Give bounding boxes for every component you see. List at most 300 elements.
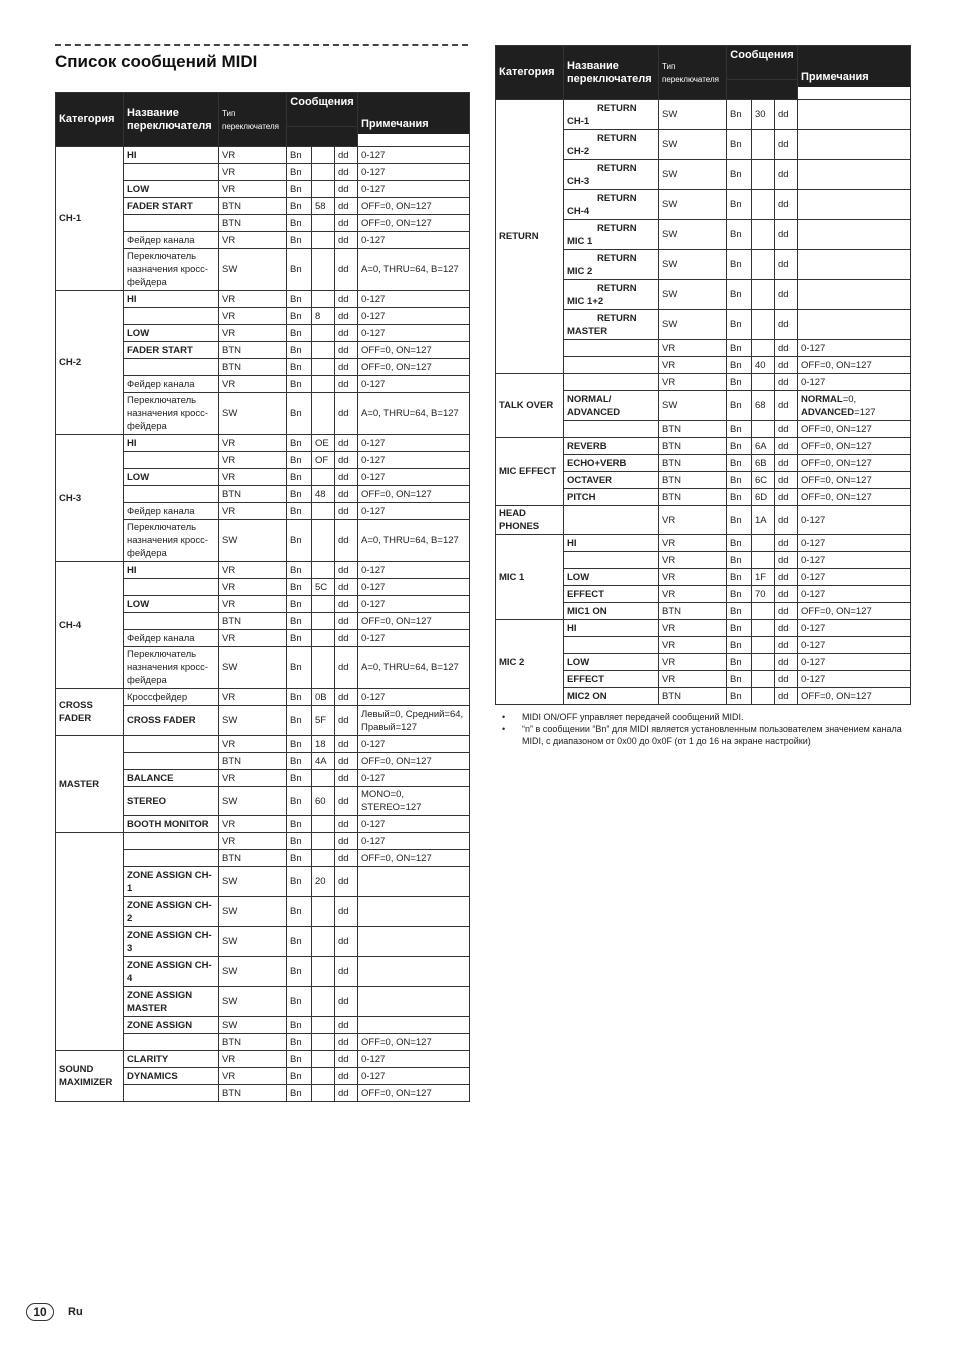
switch-type-cell: BTN <box>219 342 287 359</box>
message-status-cell: Bn <box>287 469 312 486</box>
notes-cell: OFF=0, ON=127 <box>798 421 911 438</box>
message-status-cell: Bn <box>287 520 312 562</box>
switch-type-cell: BTN <box>659 472 727 489</box>
switch-name-cell <box>564 250 659 280</box>
notes-cell <box>798 220 911 250</box>
table-row <box>496 374 911 391</box>
message-value-cell: dd <box>335 579 358 596</box>
notes-cell: 0-127 <box>358 147 470 164</box>
message-status-cell: Bn <box>727 250 752 280</box>
table-row <box>56 147 470 164</box>
notes-cell: 0-127 <box>798 552 911 569</box>
switch-name-cell <box>124 308 219 325</box>
notes-cell: 0-127 <box>358 291 470 308</box>
message-value-cell: dd <box>335 232 358 249</box>
message-number-cell <box>312 215 335 232</box>
message-value-cell: dd <box>335 596 358 613</box>
switch-name-cell: Фейдер канала <box>124 503 219 520</box>
notes-cell <box>358 927 470 957</box>
message-status-cell: Bn <box>727 455 752 472</box>
message-value-cell: dd <box>775 688 798 705</box>
notes-cell: 0-127 <box>798 506 911 535</box>
switch-type-cell: VR <box>219 308 287 325</box>
switch-type-cell: VR <box>659 654 727 671</box>
message-value-cell: dd <box>775 391 798 421</box>
message-number-cell <box>312 562 335 579</box>
switch-name-cell: Переключатель назначения кросс-фейдера <box>124 647 219 689</box>
message-value-cell: dd <box>775 310 798 340</box>
switch-type-cell: VR <box>219 736 287 753</box>
message-number-cell: 0B <box>312 689 335 706</box>
switch-name-cell: Фейдер канала <box>124 232 219 249</box>
message-number-cell <box>752 190 775 220</box>
message-value-cell: dd <box>335 867 358 897</box>
message-status-cell: Bn <box>287 393 312 435</box>
switch-name-cell: ZONE ASSIGN CH-4 <box>124 957 219 987</box>
switch-type-cell: SW <box>659 190 727 220</box>
message-value-cell: dd <box>775 552 798 569</box>
switch-name-cell <box>564 160 659 190</box>
switch-name-cell: HI <box>564 620 659 637</box>
message-number-cell <box>312 291 335 308</box>
message-value-cell: dd <box>335 393 358 435</box>
page-title: Список сообщений MIDI <box>55 52 258 71</box>
header-type: Тип переключателя <box>219 93 287 147</box>
switch-name-line: CH-4 <box>567 205 590 217</box>
switch-name-cell <box>564 100 659 130</box>
message-status-cell: Bn <box>727 130 752 160</box>
switch-type-cell: VR <box>219 1068 287 1085</box>
message-value-cell: dd <box>335 987 358 1017</box>
notes-cell <box>798 130 911 160</box>
switch-type-cell: BTN <box>659 455 727 472</box>
notes-cell: Левый=0, Средний=64, Правый=127 <box>358 706 470 736</box>
category-cell: RETURN <box>496 100 564 374</box>
message-status-cell: Bn <box>287 579 312 596</box>
message-status-cell: Bn <box>287 452 312 469</box>
category-cell: MIC EFFECT <box>496 438 564 506</box>
notes-cell <box>798 190 911 220</box>
message-value-cell: dd <box>335 833 358 850</box>
message-value-cell: dd <box>335 816 358 833</box>
switch-type-cell: VR <box>219 469 287 486</box>
switch-name-cell: HI <box>124 147 219 164</box>
category-cell: MASTER <box>56 736 124 833</box>
notes-cell: 0-127 <box>358 579 470 596</box>
message-value-cell: dd <box>335 753 358 770</box>
message-value-cell: dd <box>335 486 358 503</box>
message-status-cell: Bn <box>287 897 312 927</box>
switch-name-cell: MIC1 ON <box>564 603 659 620</box>
message-number-cell <box>752 671 775 688</box>
message-value-cell: dd <box>775 374 798 391</box>
switch-name-line: RETURN <box>597 282 637 294</box>
switch-name-cell: HI <box>564 535 659 552</box>
notes-cell: A=0, THRU=64, B=127 <box>358 647 470 689</box>
message-status-cell: Bn <box>727 340 752 357</box>
switch-name-cell: CROSS FADER <box>124 706 219 736</box>
switch-name-cell <box>564 310 659 340</box>
message-status-cell: Bn <box>727 671 752 688</box>
message-status-cell: Bn <box>287 1085 312 1102</box>
switch-name-cell: REVERB <box>564 438 659 455</box>
message-status-cell: Bn <box>287 249 312 291</box>
switch-type-cell: SW <box>219 706 287 736</box>
message-status-cell: Bn <box>287 215 312 232</box>
notes-cell: 0-127 <box>358 232 470 249</box>
message-value-cell: dd <box>335 342 358 359</box>
notes-cell: OFF=0, ON=127 <box>358 215 470 232</box>
message-status-cell: Bn <box>287 770 312 787</box>
message-value-cell: dd <box>775 586 798 603</box>
category-cell: CROSS FADER <box>56 689 124 736</box>
switch-name-cell <box>564 280 659 310</box>
footnote-text: MIDI ON/OFF управляет передачей сообщений MIDI. <box>522 712 744 722</box>
notes-cell: 0-127 <box>358 1051 470 1068</box>
switch-name-cell: CLARITY <box>124 1051 219 1068</box>
message-number-cell <box>312 164 335 181</box>
message-number-cell <box>312 503 335 520</box>
switch-name-cell: Фейдер канала <box>124 376 219 393</box>
message-value-cell: dd <box>335 689 358 706</box>
table-row <box>56 736 470 753</box>
switch-name-line: RETURN <box>597 162 637 174</box>
message-number-cell <box>312 816 335 833</box>
notes-cell: 0-127 <box>798 374 911 391</box>
header-messages-sub <box>287 127 358 147</box>
switch-name-cell: Переключатель назначения кросс-фейдера <box>124 249 219 291</box>
header-notes: Примечания <box>358 115 470 135</box>
switch-type-cell: VR <box>219 232 287 249</box>
notes-cell <box>358 867 470 897</box>
switch-type-cell: BTN <box>659 421 727 438</box>
notes-cell <box>798 100 911 130</box>
message-value-cell: dd <box>335 181 358 198</box>
message-number-cell <box>312 987 335 1017</box>
switch-type-cell: VR <box>219 562 287 579</box>
category-cell: CH-4 <box>56 562 124 689</box>
message-status-cell: Bn <box>727 654 752 671</box>
message-number-cell <box>312 833 335 850</box>
notes-cell: 0-127 <box>358 562 470 579</box>
message-number-cell <box>312 850 335 867</box>
message-value-cell: dd <box>775 220 798 250</box>
switch-name-cell: ZONE ASSIGN <box>124 1017 219 1034</box>
notes-cell: OFF=0, ON=127 <box>798 603 911 620</box>
midi-table-left <box>55 92 470 1102</box>
message-number-cell <box>752 603 775 620</box>
notes-cell: OFF=0, ON=127 <box>798 455 911 472</box>
message-number-cell <box>752 280 775 310</box>
switch-type-cell: BTN <box>219 753 287 770</box>
switch-type-cell: VR <box>659 620 727 637</box>
switch-name-cell <box>124 736 219 753</box>
notes-cell: 0-127 <box>358 376 470 393</box>
message-number-cell <box>312 630 335 647</box>
message-status-cell: Bn <box>287 376 312 393</box>
message-number-cell: 58 <box>312 198 335 215</box>
message-value-cell: dd <box>775 280 798 310</box>
language-label: Ru <box>68 1306 83 1318</box>
switch-type-cell: SW <box>219 393 287 435</box>
message-value-cell: dd <box>335 164 358 181</box>
message-number-cell <box>312 359 335 376</box>
message-value-cell: dd <box>335 647 358 689</box>
message-number-cell <box>312 393 335 435</box>
category-cell: CH-2 <box>56 291 124 435</box>
switch-name-cell <box>124 613 219 630</box>
message-number-cell <box>752 160 775 190</box>
message-status-cell: Bn <box>727 280 752 310</box>
message-value-cell: dd <box>775 671 798 688</box>
switch-name-cell <box>564 340 659 357</box>
switch-type-cell: BTN <box>219 1085 287 1102</box>
notes-cell: NORMAL=0, ADVANCED=127 <box>798 391 911 421</box>
notes-cell: 0-127 <box>798 671 911 688</box>
notes-cell: 0-127 <box>358 503 470 520</box>
message-value-cell: dd <box>335 147 358 164</box>
switch-type-cell: VR <box>659 340 727 357</box>
switch-name-cell: ZONE ASSIGN MASTER <box>124 987 219 1017</box>
message-value-cell: dd <box>335 1068 358 1085</box>
message-number-cell: 8 <box>312 308 335 325</box>
message-number-cell <box>312 232 335 249</box>
message-status-cell: Bn <box>287 342 312 359</box>
message-status-cell: Bn <box>727 603 752 620</box>
switch-type-cell: VR <box>659 552 727 569</box>
switch-type-cell: VR <box>219 164 287 181</box>
message-value-cell: dd <box>775 620 798 637</box>
message-status-cell: Bn <box>287 181 312 198</box>
switch-name-line: CH-3 <box>567 175 590 187</box>
message-status-cell: Bn <box>287 706 312 736</box>
switch-name-cell: Переключатель назначения кросс-фейдера <box>124 393 219 435</box>
switch-name-cell <box>124 452 219 469</box>
header-category: Категория <box>496 46 564 100</box>
message-value-cell: dd <box>775 421 798 438</box>
switch-type-cell: BTN <box>219 215 287 232</box>
message-status-cell: Bn <box>287 164 312 181</box>
notes-cell: 0-127 <box>358 1068 470 1085</box>
message-value-cell: dd <box>775 160 798 190</box>
message-status-cell: Bn <box>727 620 752 637</box>
message-number-cell <box>312 596 335 613</box>
switch-name-cell <box>124 359 219 376</box>
message-status-cell: Bn <box>287 232 312 249</box>
message-number-cell: 6A <box>752 438 775 455</box>
message-number-cell: 6D <box>752 489 775 506</box>
message-number-cell: 30 <box>752 100 775 130</box>
category-cell: TALK OVER <box>496 374 564 438</box>
switch-type-cell: VR <box>659 374 727 391</box>
switch-name-cell: BOOTH MONITOR <box>124 816 219 833</box>
switch-type-cell: VR <box>219 833 287 850</box>
switch-name-line: CH-2 <box>567 145 590 157</box>
switch-name-cell <box>564 220 659 250</box>
notes-cell <box>358 987 470 1017</box>
table-row <box>56 435 470 452</box>
notes-cell: 0-127 <box>798 620 911 637</box>
switch-type-cell: VR <box>219 503 287 520</box>
notes-cell: 0-127 <box>358 308 470 325</box>
switch-name-cell <box>564 506 659 535</box>
switch-name-cell <box>124 215 219 232</box>
switch-name-line: MIC 1 <box>567 235 593 247</box>
message-status-cell: Bn <box>727 438 752 455</box>
table-row <box>496 535 911 552</box>
switch-type-cell: BTN <box>659 603 727 620</box>
switch-name-cell: LOW <box>564 654 659 671</box>
message-number-cell: 40 <box>752 357 775 374</box>
message-number-cell <box>752 535 775 552</box>
message-status-cell: Bn <box>287 486 312 503</box>
notes-cell: OFF=0, ON=127 <box>358 1034 470 1051</box>
notes-cell: 0-127 <box>358 689 470 706</box>
message-value-cell: dd <box>335 503 358 520</box>
message-status-cell: Bn <box>727 472 752 489</box>
switch-name-line: MIC 2 <box>567 265 593 277</box>
midi-table-right-body <box>496 100 911 705</box>
message-number-cell <box>752 654 775 671</box>
table-row <box>56 689 470 706</box>
message-number-cell <box>752 250 775 280</box>
message-status-cell: Bn <box>287 647 312 689</box>
message-number-cell <box>312 647 335 689</box>
switch-type-cell: VR <box>659 671 727 688</box>
message-value-cell: dd <box>335 435 358 452</box>
switch-type-cell: BTN <box>219 850 287 867</box>
switch-type-cell: SW <box>659 130 727 160</box>
switch-type-cell: BTN <box>219 613 287 630</box>
notes-cell: OFF=0, ON=127 <box>798 472 911 489</box>
message-number-cell <box>312 1034 335 1051</box>
message-status-cell: Bn <box>287 850 312 867</box>
switch-type-cell: VR <box>659 586 727 603</box>
message-value-cell: dd <box>335 291 358 308</box>
message-value-cell: dd <box>335 613 358 630</box>
notes-cell: OFF=0, ON=127 <box>798 357 911 374</box>
switch-name-line: RETURN <box>597 192 637 204</box>
switch-type-cell: VR <box>659 569 727 586</box>
message-value-cell: dd <box>335 897 358 927</box>
switch-type-cell: VR <box>659 637 727 654</box>
message-number-cell <box>312 957 335 987</box>
message-status-cell: Bn <box>287 957 312 987</box>
header-messages: Сообщения <box>727 46 798 80</box>
switch-name-cell <box>564 421 659 438</box>
footnote-item <box>500 723 910 747</box>
switch-name-line: RETURN <box>597 102 637 114</box>
message-value-cell: dd <box>335 770 358 787</box>
switch-name-line: CH-1 <box>567 115 590 127</box>
switch-type-cell: SW <box>219 787 287 816</box>
category-cell: HEAD PHONES <box>496 506 564 535</box>
switch-type-cell: VR <box>219 181 287 198</box>
switch-type-cell: SW <box>219 249 287 291</box>
message-number-cell <box>752 552 775 569</box>
page-number-badge: 10 <box>26 1303 54 1321</box>
notes-cell: 0-127 <box>798 340 911 357</box>
notes-cell <box>798 310 911 340</box>
switch-name-cell: HI <box>124 562 219 579</box>
message-status-cell: Bn <box>287 736 312 753</box>
footnotes-list <box>500 711 910 747</box>
message-status-cell: Bn <box>287 198 312 215</box>
switch-name-line: RETURN <box>597 132 637 144</box>
notes-cell: OFF=0, ON=127 <box>798 438 911 455</box>
switch-name-cell <box>124 850 219 867</box>
message-status-cell: Bn <box>727 357 752 374</box>
message-status-cell: Bn <box>287 325 312 342</box>
notes-cell: 0-127 <box>798 637 911 654</box>
message-number-cell <box>312 1068 335 1085</box>
switch-name-line: RETURN <box>597 222 637 234</box>
footnote-item <box>500 711 910 723</box>
message-value-cell: dd <box>335 1051 358 1068</box>
switch-type-cell: VR <box>219 147 287 164</box>
notes-cell: A=0, THRU=64, B=127 <box>358 520 470 562</box>
message-status-cell: Bn <box>727 421 752 438</box>
switch-name-cell <box>124 486 219 503</box>
switch-name-cell: ECHO+VERB <box>564 455 659 472</box>
switch-type-cell: VR <box>219 689 287 706</box>
switch-name-cell <box>564 637 659 654</box>
message-number-cell <box>312 469 335 486</box>
switch-type-cell: SW <box>659 391 727 421</box>
switch-type-cell: SW <box>219 520 287 562</box>
category-cell: MIC 1 <box>496 535 564 620</box>
notes-cell: 0-127 <box>358 770 470 787</box>
switch-type-cell: BTN <box>659 688 727 705</box>
category-cell: CH-3 <box>56 435 124 562</box>
message-value-cell: dd <box>335 215 358 232</box>
message-number-cell <box>752 421 775 438</box>
message-status-cell: Bn <box>727 506 752 535</box>
switch-type-cell: SW <box>219 897 287 927</box>
message-number-cell <box>752 220 775 250</box>
message-status-cell: Bn <box>287 147 312 164</box>
message-status-cell: Bn <box>287 562 312 579</box>
message-status-cell: Bn <box>287 816 312 833</box>
notes-cell <box>358 957 470 987</box>
message-value-cell: dd <box>775 603 798 620</box>
switch-name-cell: Переключатель назначения кросс-фейдера <box>124 520 219 562</box>
message-value-cell: dd <box>335 452 358 469</box>
switch-name-cell: PITCH <box>564 489 659 506</box>
message-status-cell: Bn <box>287 1051 312 1068</box>
switch-name-line: MASTER <box>567 325 608 337</box>
message-value-cell: dd <box>335 520 358 562</box>
header-messages: Сообщения <box>287 93 358 127</box>
message-number-cell: OF <box>312 452 335 469</box>
notes-cell <box>358 1017 470 1034</box>
message-value-cell: dd <box>335 1017 358 1034</box>
message-value-cell: dd <box>775 637 798 654</box>
switch-name-cell <box>564 130 659 160</box>
message-value-cell: dd <box>335 957 358 987</box>
switch-type-cell: BTN <box>219 1034 287 1051</box>
message-status-cell: Bn <box>727 535 752 552</box>
message-number-cell: 70 <box>752 586 775 603</box>
category-cell <box>56 833 124 1051</box>
notes-cell: OFF=0, ON=127 <box>358 850 470 867</box>
notes-cell: MONO=0, STEREO=127 <box>358 787 470 816</box>
switch-name-cell <box>124 579 219 596</box>
notes-cell: 0-127 <box>798 569 911 586</box>
message-status-cell: Bn <box>727 586 752 603</box>
message-number-cell: 5F <box>312 706 335 736</box>
message-status-cell: Bn <box>287 1017 312 1034</box>
